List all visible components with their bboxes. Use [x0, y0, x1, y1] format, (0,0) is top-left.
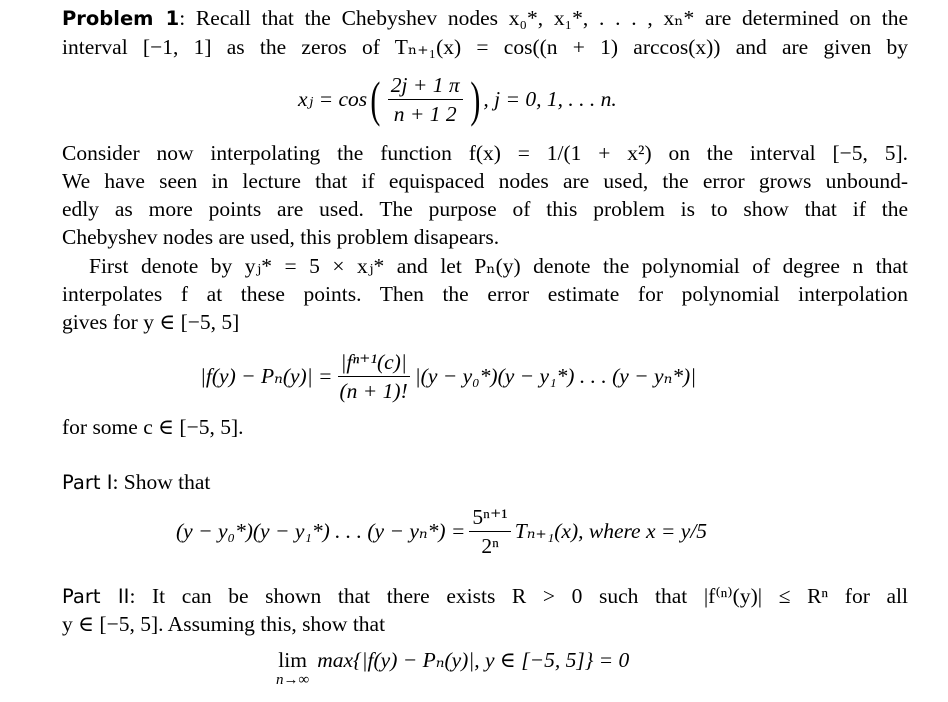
para2-line-1: First denote by yⱼ* = 5 × xⱼ* and let Pₙ(y) denote the polynomial of degree n that [89, 254, 908, 278]
part1-equation [176, 500, 707, 562]
limit-subscript: n→∞ [276, 672, 310, 688]
error-lhs: |f(y) − Pₙ(y)| = [200, 363, 333, 388]
left-paren: ( [370, 71, 381, 127]
part1-text: : Show that [112, 470, 211, 494]
part1-fraction-denominator: 2ⁿ [481, 533, 499, 558]
part2-line-2: y ∈ [−5, 5]. Assuming this, show that [62, 612, 386, 636]
para1-line-4: Chebyshev nodes are used, this problem disapears. [62, 225, 500, 249]
nodes-fraction [388, 73, 463, 126]
nodes-fraction-numerator: 2j + 1 π [388, 73, 463, 100]
limit-body: max{|f(y) − Pₙ(y)|, y ∈ [−5, 5]} = 0 [317, 648, 630, 672]
part2-label: Part II [62, 585, 130, 608]
limit-word: lim [278, 648, 307, 672]
part2-line-1 [62, 582, 908, 611]
para1-line-1: Consider now interpolating the function f(x) = 1/(1 + x²) on the interval [−5, 5]. [62, 141, 908, 165]
problem-intro-text-1: : Recall that the Chebyshev nodes x₀*, x₁*, . . . , xₙ* are determined on the [179, 6, 908, 30]
chebyshev-nodes-equation [298, 70, 617, 128]
problem-intro-line-1 [62, 4, 908, 33]
para1-line-3: edly as more points are used. The purpose of this problem is to show that if the [62, 197, 908, 221]
nodes-tail: , j = 0, 1, . . . n. [483, 86, 617, 111]
part1-lhs: (y − y₀*)(y − y₁*) . . . (y − yₙ*) = [176, 518, 466, 543]
for-some-line: for some c ∈ [−5, 5]. [62, 415, 244, 439]
error-estimate-equation [200, 345, 696, 407]
limit-equation [276, 648, 629, 692]
part1-fraction-numerator: 5ⁿ⁺¹ [469, 505, 510, 532]
nodes-lhs: xⱼ = cos [298, 86, 368, 111]
part1-fraction [469, 505, 510, 558]
error-fraction-numerator: |fⁿ⁺¹(c)| [338, 350, 410, 377]
para2-line-3: gives for y ∈ [−5, 5] [62, 310, 240, 334]
para1-line-2: We have seen in lecture that if equispaced nodes are used, the error grows unbound- [62, 169, 908, 193]
problem-intro-line-2: interval [−1, 1] as the zeros of Tₙ₊₁(x) = cos((n + 1) arccos(x)) and are given by [62, 35, 908, 59]
para2-line-2: interpolates f at these points. Then the error estimate for polynomial interpolation [62, 282, 908, 306]
problem-label: Problem 1 [62, 7, 180, 30]
part1-line [62, 468, 908, 497]
nodes-fraction-denominator: n + 1 2 [393, 101, 457, 126]
part2-text-1: : It can be shown that there exists R > 0 such that |f⁽ⁿ⁾(y)| ≤ Rⁿ for all [129, 584, 908, 608]
right-paren: ) [470, 71, 481, 127]
error-tail: |(y − y₀*)(y − y₁*) . . . (y − yₙ*)| [414, 363, 697, 388]
part1-label: Part I [62, 471, 113, 494]
limit-operator [276, 648, 309, 687]
error-fraction-denominator: (n + 1)! [339, 378, 408, 403]
part1-tail: Tₙ₊₁(x), where x = y/5 [514, 518, 708, 543]
error-fraction [337, 350, 411, 403]
